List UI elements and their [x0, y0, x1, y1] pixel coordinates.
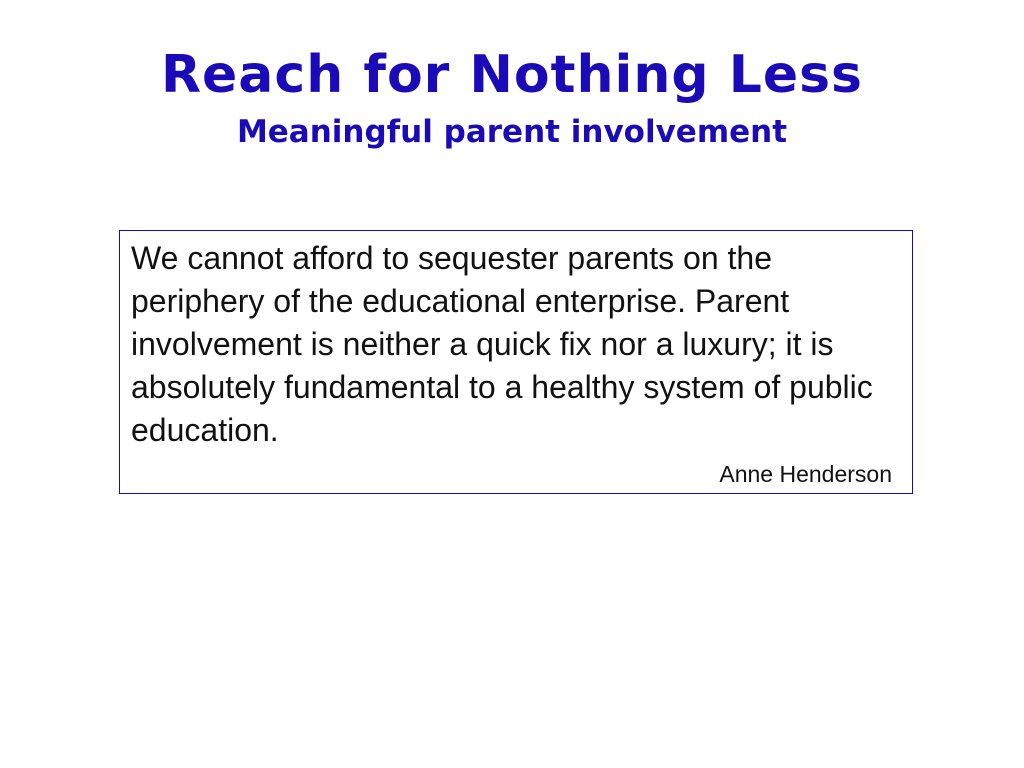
slide-title: Reach for Nothing Less [160, 45, 864, 105]
quote-box [119, 230, 913, 494]
slide-subtitle: Meaningful parent involvement [236, 114, 788, 150]
quote-text: We cannot afford to sequester parents on the periphery of the educational enterprise. Parent involvement is neither a quick fix nor a luxury; it is absolutely fundamental to a healthy system of public education. [131, 240, 873, 448]
title-block [0, 44, 1024, 152]
quote-author: Anne Henderson [719, 461, 892, 487]
